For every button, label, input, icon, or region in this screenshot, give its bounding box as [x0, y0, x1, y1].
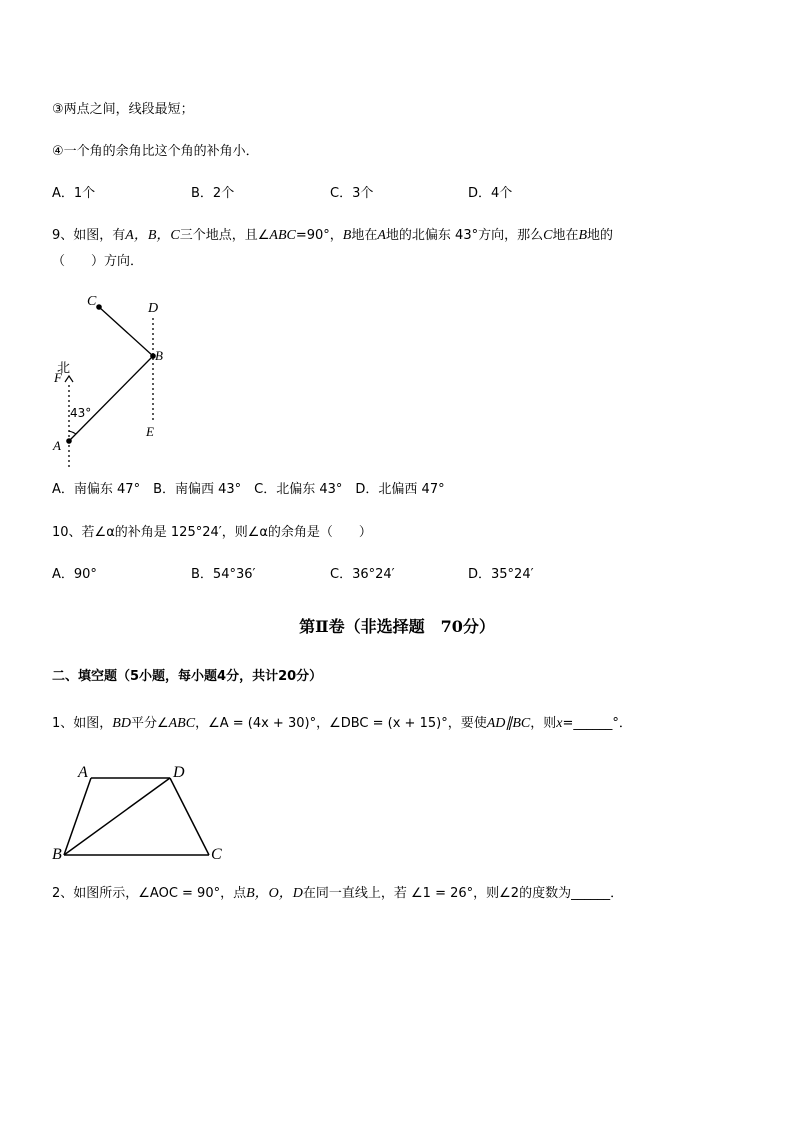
label-c: C: [211, 846, 222, 863]
segment-dc: [170, 778, 209, 855]
q8-option-a: A．1个: [52, 186, 96, 201]
fill1-blank: =______°．: [562, 716, 632, 731]
q8-option-c: C．3个: [330, 186, 374, 201]
q9-question-line2: （ ）方向．: [52, 254, 144, 269]
q10-option-c: C．36°24′: [330, 567, 395, 582]
q9-text: 三个地点，且∠: [179, 228, 270, 243]
label-d: D: [173, 764, 185, 781]
q9-point: B: [578, 228, 588, 243]
section2-title: 二、填空题（5小题，每小题4分，共计20分）: [52, 669, 323, 684]
fill2-text: 在同一直线上，若 ∠1 = 26°，则∠2的度数为______．: [302, 886, 624, 901]
q9-point: C: [543, 228, 553, 243]
label-a: A: [53, 438, 61, 453]
label-e: E: [146, 424, 154, 439]
fill1-segment: BD: [112, 716, 131, 731]
q8-option-b: B．2个: [191, 186, 235, 201]
fill1-text: 1、如图，: [52, 716, 113, 731]
fill1-text: ，则: [530, 716, 557, 731]
q10-question: 10、若∠α的补角是 125°24′，则∠α的余角是（ ）: [52, 525, 372, 540]
segment-ab: [64, 778, 91, 855]
label-f: F: [54, 370, 62, 385]
q9-angle-name: ABC: [269, 228, 296, 243]
fill2-question: [52, 885, 623, 903]
q8-option-d: D．4个: [468, 186, 513, 201]
q10-option-b: B．54°36′: [191, 567, 256, 582]
fill1-variable: x: [556, 716, 563, 731]
part2-title: 第Ⅱ卷（非选择题 70分）: [299, 617, 495, 636]
label-d: D: [148, 301, 159, 316]
label-c: C: [87, 294, 97, 309]
fill2-text: 2、如图所示，∠AOC = 90°，点: [52, 886, 247, 901]
fill1-parallel: AD∥BC: [486, 716, 531, 731]
q9-text: =90°，: [295, 228, 343, 243]
q9-points: A，B，C: [125, 228, 180, 243]
q9-options: A．南偏东 47° B．南偏西 43° C．北偏东 43° D．北偏西 47°: [52, 482, 445, 497]
q9-point: B: [342, 228, 352, 243]
fill1-angle-name: ABC: [168, 716, 196, 731]
label-b: B: [155, 348, 163, 363]
q9-text: 地在: [351, 228, 378, 243]
label-b: B: [52, 846, 62, 863]
q10-option-a: A．90°: [52, 567, 97, 582]
q9-text: 9、如图，有: [52, 228, 126, 243]
fill1-text: ，∠A = (4x + 30)°，∠DBC = (x + 15)°，要使: [195, 716, 487, 731]
label-angle: 43°: [70, 406, 92, 420]
label-north: 北: [57, 361, 71, 376]
label-a: A: [78, 764, 88, 781]
q10-option-d: D．35°24′: [468, 567, 534, 582]
q9-text: 地在: [552, 228, 579, 243]
fill1-text: 平分∠: [130, 716, 169, 731]
segment-bd: [64, 778, 170, 855]
q9-text: 地的: [587, 228, 614, 243]
q9-point: A: [377, 228, 386, 243]
statement-3: ③两点之间，线段最短；: [52, 102, 194, 117]
statement-4: ④一个角的余角比这个角的补角小．: [52, 144, 259, 159]
q9-text: 地的北偏东 43°方向，那么: [385, 228, 544, 243]
fill2-points: B，O，D: [246, 886, 303, 901]
